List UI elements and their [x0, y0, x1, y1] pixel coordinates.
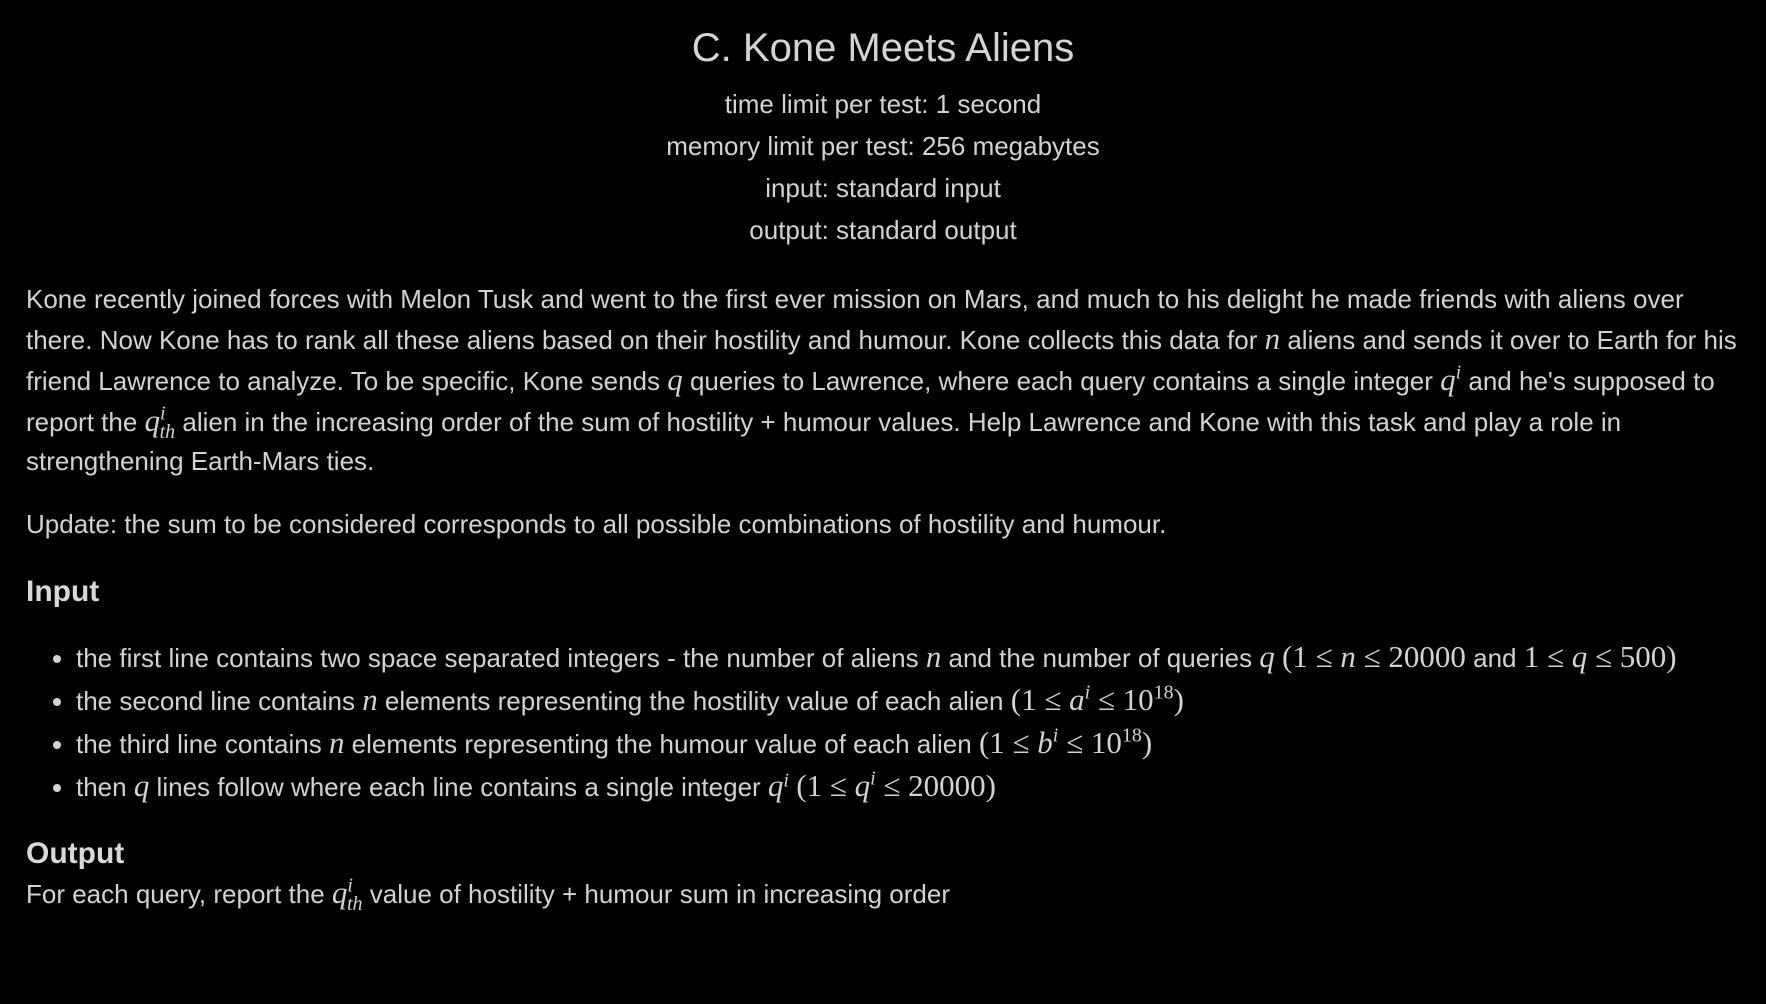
- list-item: • then q lines follow where each line contains a single integer $q^i$ $(1 \le q^i \le 20000)$: [76, 765, 1740, 808]
- math-q-i-th: $q^i_{th}$: [144, 402, 176, 444]
- input-list: [26, 636, 1740, 808]
- output-description: For each query, report the $q^i_{th}$ value of hostility + humour sum in increasing order: [26, 874, 950, 916]
- math-q: q: [667, 362, 683, 397]
- list-item: • the third line contains n elements representing the humour value of each alien $(1 \le b^i \le 10^{18})$: [76, 722, 1740, 765]
- statement-text: and he's supposed to report the: [26, 366, 1715, 437]
- output-heading: Output: [26, 837, 125, 870]
- math-constraint: $(1 \le q^i \le 20000)$: [796, 767, 996, 803]
- problem-title: C. Kone Meets Aliens: [691, 26, 1075, 70]
- math-constraint: $(1 \le b^i \le 10^{18})$: [978, 724, 1153, 760]
- statement-text: queries to Lawrence, where each query contains a single integer: [682, 366, 1441, 396]
- input-spec: input: standard input: [765, 173, 1001, 203]
- problem-limits: [26, 83, 1740, 251]
- time-limit: time limit per test: 1 second: [724, 89, 1042, 119]
- statement-text: aliens and sends it over to Earth for his friend Lawrence to analyze. To be specific, Kone sends: [26, 325, 1737, 396]
- list-item: • the first line contains two space separated integers - the number of aliens n and the number of queries q (1 ≤ n ≤ 20000 and 1 ≤ q ≤ 500): [76, 636, 1740, 679]
- problem-statement: [26, 280, 1740, 481]
- math-constraint: $(1 \le a^i \le 10^{18})$: [1010, 681, 1184, 717]
- update-note: Update: the sum to be considered corresponds to all possible combinations of hostility and humour.: [26, 509, 1167, 539]
- statement-text: Kone recently joined forces with Melon Tusk and went to the first ever mission on Mars, and much to his delight he made friends with aliens over there. Now Kone has to rank all these aliens based on their hostility and humour. Kone collects this data for: [26, 284, 1684, 355]
- memory-limit: memory limit per test: 256 megabytes: [666, 131, 1100, 161]
- math-constraint: (1 ≤ n ≤ 20000: [1282, 639, 1466, 674]
- math-q-i-th: $q^i_{th}$: [331, 874, 363, 916]
- statement-text: alien in the increasing order of the sum of hostility + humour values. Help Lawrence and Kone with this task and play a role in strengthening Earth-Mars ties.: [26, 407, 1622, 476]
- math-constraint: 1 ≤ q ≤ 500): [1523, 639, 1677, 674]
- output-spec: output: standard output: [749, 215, 1017, 245]
- input-heading: Input: [26, 575, 100, 608]
- list-item: • the second line contains n elements representing the hostility value of each alien $(1 \le a^i \le 10^{18})$: [76, 679, 1740, 722]
- math-q-i: $q^i$: [1440, 361, 1462, 397]
- math-n: n: [1264, 321, 1281, 356]
